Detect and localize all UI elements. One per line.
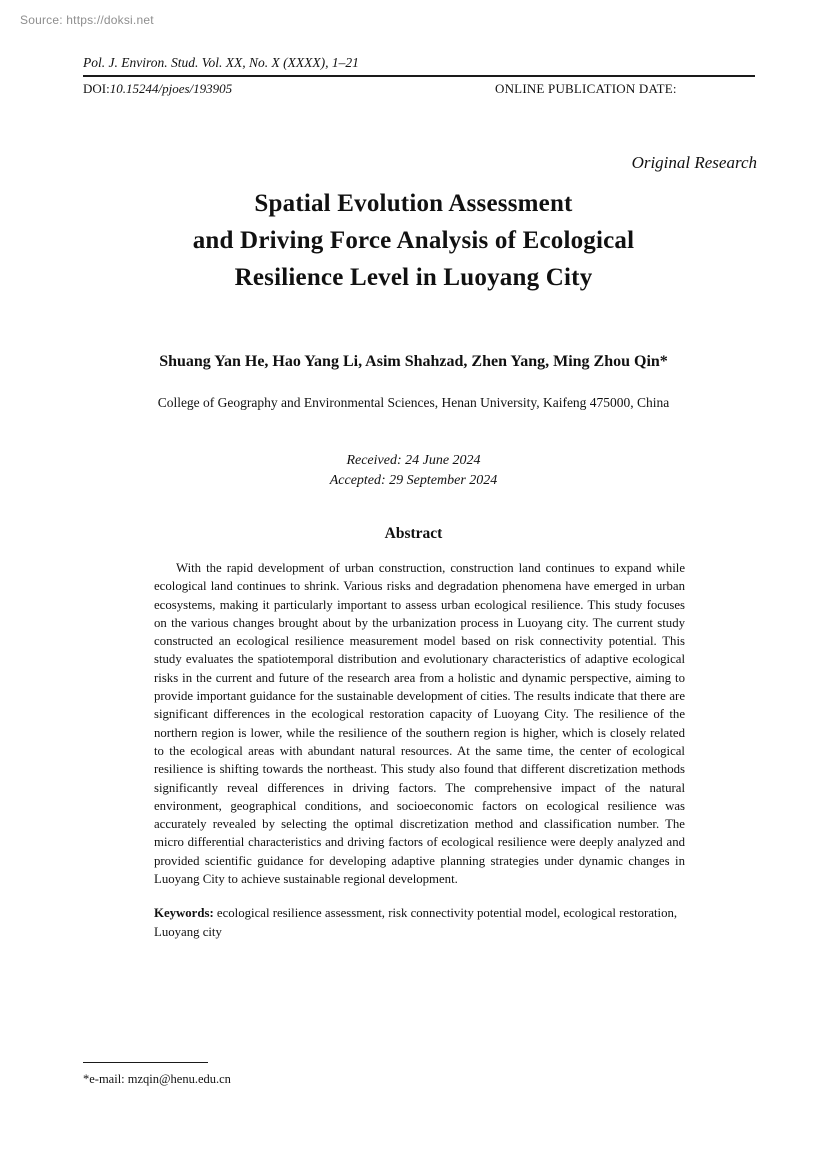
article-title (0, 185, 827, 296)
doi-value: 10.15244/pjoes/193905 (109, 81, 233, 96)
keywords-text: ecological resilience assessment, risk connectivity potential model, ecological restoration, Luoyang city (154, 906, 678, 939)
masthead-rule (83, 75, 755, 77)
footnote-rule (83, 1062, 208, 1063)
title-line-3: Resilience Level in Luoyang City (234, 264, 593, 291)
title-line-2: and Driving Force Analysis of Ecological (192, 227, 635, 254)
keywords-label: Keywords: (154, 906, 214, 920)
doi-line (83, 80, 232, 97)
online-publication-date-label: ONLINE PUBLICATION DATE: (495, 81, 677, 96)
dates-block (0, 451, 827, 490)
journal-citation-line: Pol. J. Environ. Stud. Vol. XX, No. X (XXXX), 1–21 (83, 55, 359, 70)
corresponding-author-email: *e-mail: mzqin@henu.edu.cn (83, 1072, 231, 1086)
authors-line: Shuang Yan He, Hao Yang Li, Asim Shahzad, Zhen Yang, Ming Zhou Qin* (159, 353, 668, 370)
abstract-body: With the rapid development of urban construction, construction land continues to expand while ecological land continues to shrink. Various risks and degradation phenomena have emerged in urban ecosystems, making it particularly important to assess urban ecological resilience. This study focuses on the various changes brought about by the urbanization process in Luoyang city. The current study constructed an ecological resilience measurement model based on risk connectivity potential. This study evaluates the spatiotemporal distribution and evolutionary characteristics of adaptive ecological risks in the current and future of the research area from a holistic and dynamic perspective, aiming to provide important guidance for the sustainable development of cities. The results indicate that there are significant differences in the ecological restoration capacity of Luoyang City. The resilience of the northern region is lower, while the resilience of the southern region is higher, which is closely related to the ecological areas with abundant natural resources. At the same time, the center of ecological resilience is shifting towards the northeast. This study also found that different discretization methods significantly reveal differences in driving factors. The comprehensive impact of the natural environment, geographical conditions, and socioeconomic factors on ecological resilience was accurately revealed by selecting the optimal discretization method and classification number. The micro differential characteristics and driving factors of ecological resilience were deeply analyzed and provided scientific guidance for developing adaptive planning strategies under dynamic changes in Luoyang City to achieve sustainable regional development. (154, 561, 685, 887)
source-watermark: Source: https://doksi.net (20, 13, 154, 27)
article-category: Original Research (631, 153, 757, 172)
masthead (83, 54, 755, 97)
doi-label: DOI: (83, 81, 110, 96)
title-line-1: Spatial Evolution Assessment (254, 190, 573, 217)
keywords-block (154, 904, 685, 942)
abstract-heading: Abstract (384, 525, 443, 542)
affiliation-line: College of Geography and Environmental Sciences, Henan University, Kaifeng 475000, China (157, 395, 670, 410)
doi-row (83, 80, 755, 97)
received-date: Received: 24 June 2024 (346, 453, 481, 468)
accepted-date: Accepted: 29 September 2024 (329, 472, 498, 488)
